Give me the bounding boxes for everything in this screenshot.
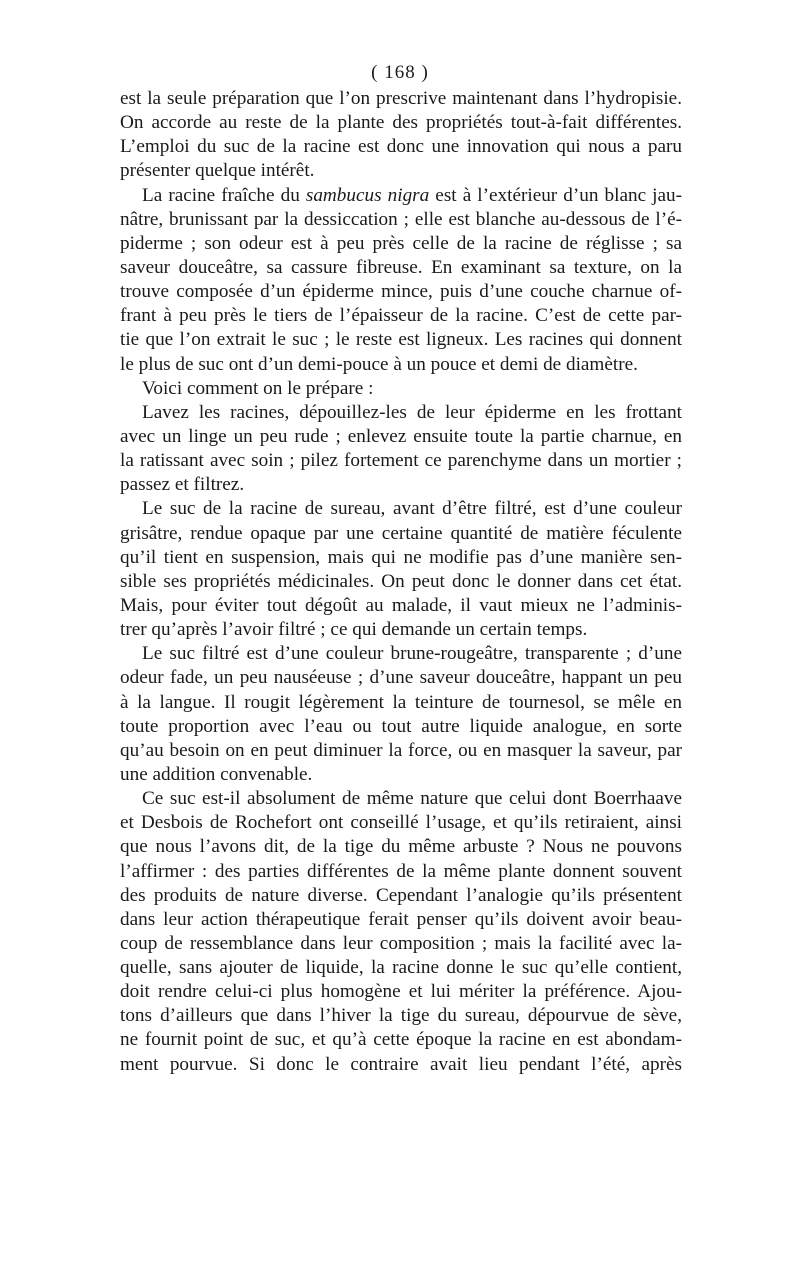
- text-segment: qu’il tient en suspension, mais qui ne modifie pas d’une manière sen-: [120, 546, 682, 568]
- body-text: [120, 87, 682, 1077]
- text-segment: piderme ; son odeur est à peu près celle de la racine de réglisse ; sa: [120, 232, 682, 254]
- text-segment: coup de ressemblance dans leur composition ; mais la facilité avec la-: [120, 932, 682, 954]
- text-segment: toute proportion avec l’eau ou tout autre liquide analogue, en sorte: [120, 715, 682, 737]
- text-line: [120, 811, 682, 835]
- text-line: [120, 184, 682, 208]
- text-segment: ment pourvue. Si donc le contraire avait lieu pendant l’été, après: [120, 1053, 682, 1075]
- text-line: [120, 594, 682, 618]
- text-line: [120, 473, 682, 497]
- text-line: [120, 497, 682, 521]
- text-segment: à la langue. Il rougit légèrement la teinture de tournesol, se mêle en: [120, 691, 682, 713]
- text-segment: passez et filtrez.: [120, 474, 245, 496]
- text-line: [120, 763, 682, 787]
- text-line: [120, 377, 682, 401]
- text-line: [120, 860, 682, 884]
- text-segment: Mais, pour éviter tout dégoût au malade, il vaut mieux ne l’adminis-: [120, 594, 682, 616]
- text-line: [120, 425, 682, 449]
- text-segment: des produits de nature diverse. Cependant l’analogie qu’ils présentent: [120, 884, 682, 906]
- text-segment: tons d’ailleurs que dans l’hiver la tige du sureau, dépourvue de sève,: [120, 1005, 682, 1027]
- text-segment: Voici comment on le prépare :: [142, 377, 374, 399]
- text-segment: quelle, sans ajouter de liquide, la racine donne le suc qu’elle contient,: [120, 957, 682, 979]
- text-line: [120, 135, 682, 159]
- text-segment: que nous l’avons dit, de la tige du même arbuste ? Nous ne pouvons: [120, 836, 682, 858]
- text-line: [120, 570, 682, 594]
- text-line: [120, 715, 682, 739]
- text-segment: présenter quelque intérêt.: [120, 160, 315, 182]
- text-segment: nâtre, brunissant par la dessiccation ; elle est blanche au-dessous de l’é-: [120, 208, 682, 230]
- text-segment: qu’au besoin on en peut diminuer la force, ou en masquer la saveur, par: [120, 739, 682, 761]
- text-line: [120, 884, 682, 908]
- text-segment: sible ses propriétés médicinales. On peut donc le donner dans cet état.: [120, 570, 682, 592]
- text-segment: grisâtre, rendue opaque par une certaine quantité de matière féculente: [120, 522, 682, 544]
- text-line: [120, 618, 682, 642]
- text-segment: doit rendre celui-ci plus homogène et lui mériter la préférence. Ajou-: [120, 981, 682, 1003]
- text-segment: ne fournit point de suc, et qu’à cette époque la racine en est abondam-: [120, 1029, 682, 1051]
- text-line: [120, 353, 682, 377]
- text-line: [120, 256, 682, 280]
- text-line: [120, 691, 682, 715]
- text-line: [120, 1028, 682, 1052]
- text-segment: tie que l’on extrait le suc ; le reste est ligneux. Les racines qui donnent: [120, 329, 682, 351]
- text-line: [120, 304, 682, 328]
- text-line: [120, 401, 682, 425]
- text-line: [120, 280, 682, 304]
- text-line: [120, 449, 682, 473]
- text-line: [120, 642, 682, 666]
- text-line: [120, 932, 682, 956]
- text-line: [120, 666, 682, 690]
- text-line: [120, 546, 682, 570]
- text-line: [120, 835, 682, 859]
- text-segment: une addition convenable.: [120, 763, 313, 785]
- text-segment: L’emploi du suc de la racine est donc une innovation qui nous a paru: [120, 136, 682, 158]
- text-line: [120, 956, 682, 980]
- text-segment: le plus de suc ont d’un demi-pouce à un pouce et demi de diamètre.: [120, 353, 638, 375]
- text-segment: la ratissant avec soin ; pilez fortement ce parenchyme dans un mortier ;: [120, 450, 682, 472]
- text-segment: trer qu’après l’avoir filtré ; ce qui demande un certain temps.: [120, 619, 588, 641]
- text-line: [120, 328, 682, 352]
- text-line: [120, 522, 682, 546]
- page-number: ( 168 ): [371, 62, 429, 83]
- text-segment: trouve composée d’un épiderme mince, puis d’une couche charnue of-: [120, 281, 682, 303]
- text-segment: odeur fade, un peu nauséeuse ; d’une saveur douceâtre, happant un peu: [120, 667, 682, 689]
- text-segment: Ce suc est-il absolument de même nature que celui dont Boerrhaave: [142, 788, 682, 810]
- text-line: [120, 111, 682, 135]
- text-segment: Le suc de la racine de sureau, avant d’être filtré, est d’une couleur: [142, 498, 682, 520]
- text-line: [120, 159, 682, 183]
- text-segment: est à l’extérieur d’un blanc jau-: [429, 184, 682, 206]
- text-segment: On accorde au reste de la plante des propriétés tout-à-fait différentes.: [120, 112, 682, 134]
- text-line: [120, 739, 682, 763]
- text-segment: avec un linge un peu rude ; enlevez ensuite toute la partie charnue, en: [120, 425, 682, 447]
- text-segment: La racine fraîche du: [142, 184, 306, 206]
- text-line: [120, 980, 682, 1004]
- text-line: [120, 87, 682, 111]
- text-line: [120, 208, 682, 232]
- text-segment: et Desbois de Rochefort ont conseillé l’usage, et qu’ils retiraient, ainsi: [120, 812, 682, 834]
- text-line: [120, 787, 682, 811]
- text-segment: l’affirmer : des parties différentes de la même plante donnent souvent: [120, 860, 682, 882]
- italic-species-name: sambucus nigra: [305, 184, 430, 206]
- text-segment: Le suc filtré est d’une couleur brune-rougeâtre, transparente ; d’une: [142, 643, 682, 665]
- text-segment: saveur douceâtre, sa cassure fibreuse. En examinant sa texture, on la: [120, 256, 682, 278]
- text-line: [120, 1053, 682, 1077]
- text-segment: frant à peu près le tiers de l’épaisseur de la racine. C’est de cette par-: [120, 305, 682, 327]
- text-segment: Lavez les racines, dépouillez-les de leur épiderme en les frottant: [142, 401, 682, 423]
- text-line: [120, 1004, 682, 1028]
- text-line: [120, 908, 682, 932]
- text-line: [120, 232, 682, 256]
- text-segment: dans leur action thérapeutique ferait penser qu’ils doivent avoir beau-: [120, 908, 682, 930]
- text-segment: est la seule préparation que l’on prescrive maintenant dans l’hydropisie.: [120, 88, 682, 109]
